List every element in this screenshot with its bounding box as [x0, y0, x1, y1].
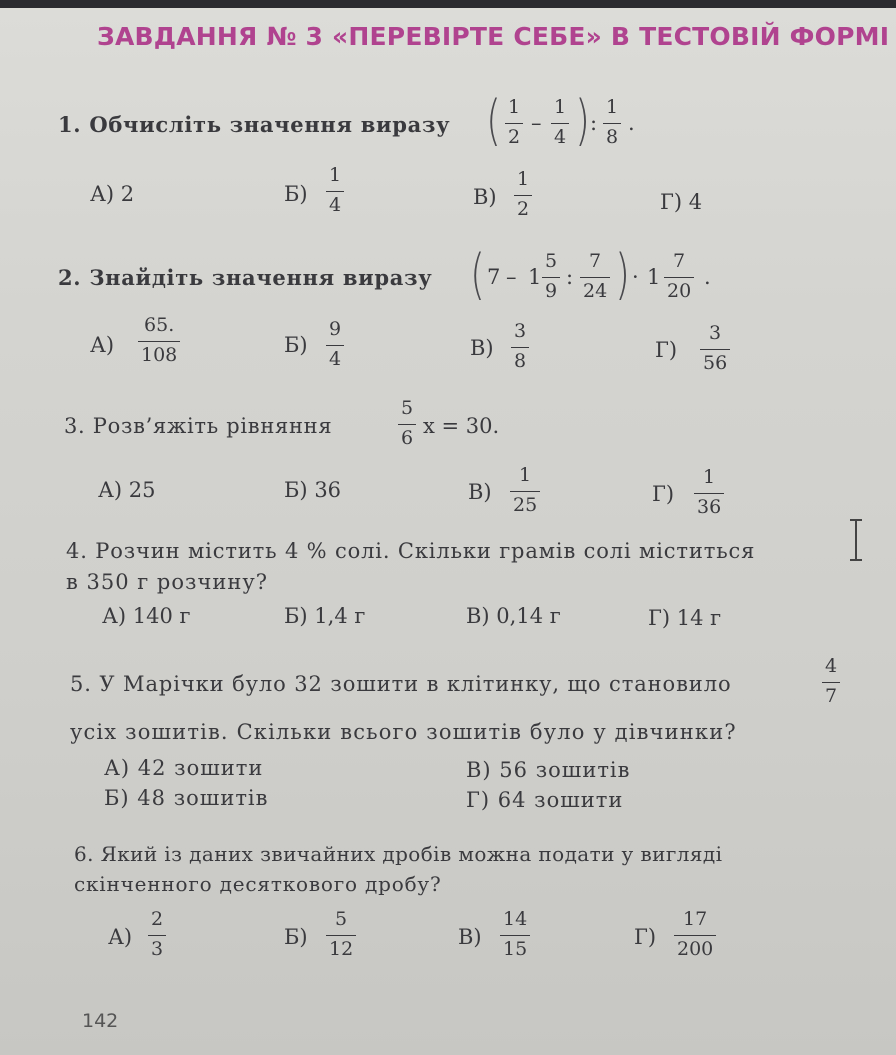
q4-option-b[interactable]: Б) 1,4 г: [284, 604, 366, 628]
q2-fraction-1: 5 9: [542, 252, 560, 302]
q2-whole-2: 1: [647, 265, 661, 289]
q2-option-d-label[interactable]: Г): [655, 338, 678, 362]
q1-minus: –: [531, 111, 542, 135]
question-6-line-1: 6. Який із даних звичайних дробів можна подати у вигляді: [74, 842, 723, 866]
q2-option-b-label[interactable]: Б): [284, 333, 308, 357]
q5-option-c[interactable]: В) 56 зошитів: [466, 758, 631, 782]
q6-option-a-fraction: 2 3: [148, 910, 166, 960]
q1-option-c-label[interactable]: В): [473, 185, 497, 209]
q2-option-c-fraction: 3 8: [511, 322, 529, 372]
q2-option-d-fraction: 3 56: [700, 324, 730, 374]
q2-colon: :: [566, 265, 574, 289]
q4-option-a[interactable]: А) 140 г: [102, 604, 191, 628]
q1-option-a[interactable]: А) 2: [90, 182, 135, 206]
page-number: 142: [82, 1010, 119, 1032]
q2-period: .: [704, 265, 711, 289]
q1-period: .: [628, 111, 635, 135]
paren-close: ): [575, 89, 590, 152]
q2-minus: –: [506, 265, 517, 289]
q6-option-a-label[interactable]: А): [108, 925, 133, 949]
text-cursor-icon: [855, 519, 857, 561]
q3-equation-rest: x = 30.: [423, 414, 500, 438]
q3-option-d-fraction: 1 36: [694, 468, 724, 518]
q6-option-c-label[interactable]: В): [458, 925, 482, 949]
q3-option-c-fraction: 1 25: [510, 466, 540, 516]
q1-option-b-label[interactable]: Б): [284, 182, 308, 206]
q1-option-c-fraction: 1 2: [514, 170, 532, 220]
question-4-line-2: в 350 г розчину?: [66, 570, 268, 594]
q2-fraction-2: 7 24: [580, 252, 610, 302]
q1-fraction-c: 1 8: [603, 98, 621, 148]
q2-option-a-label[interactable]: А): [90, 333, 115, 357]
paren-open: (: [486, 89, 501, 152]
q4-option-c[interactable]: В) 0,14 г: [466, 604, 561, 628]
q2-seven: 7: [487, 265, 501, 289]
q3-option-a[interactable]: А) 25: [98, 478, 156, 502]
q6-option-d-label[interactable]: Г): [634, 925, 657, 949]
q2-option-a-fraction: 65. 108: [138, 316, 180, 366]
question-5-line-1: 5. У Марічки було 32 зошити в клітинку, що становило: [70, 672, 732, 696]
q1-option-d[interactable]: Г) 4: [660, 190, 703, 214]
question-6-line-2: скінченного десяткового дробу?: [74, 872, 442, 896]
q6-option-b-label[interactable]: Б): [284, 925, 308, 949]
q4-option-d[interactable]: Г) 14 г: [648, 606, 722, 630]
q5-fraction: 4 7: [822, 657, 840, 707]
q1-option-b-fraction: 1 4: [326, 166, 344, 216]
paren-close: ): [615, 243, 630, 306]
question-4-line-1: 4. Розчин містить 4 % солі. Скільки грамів солі міститься: [66, 539, 756, 563]
q6-option-d-fraction: 17 200: [674, 910, 716, 960]
q3-option-b[interactable]: Б) 36: [284, 478, 342, 502]
page-title: ЗАВДАННЯ № 3 «ПЕРЕВІРТЕ СЕБЕ» В ТЕСТОВІЙ ФОРМІ: [97, 22, 890, 51]
q1-fraction-a: 1 2: [505, 98, 523, 148]
q2-dot: ·: [632, 265, 639, 289]
q3-option-c-label[interactable]: В): [468, 480, 492, 504]
q3-fraction: 5 6: [398, 399, 416, 449]
question-1-text: 1. Обчисліть значення виразу: [58, 112, 451, 137]
q5-option-d[interactable]: Г) 64 зошити: [466, 788, 624, 812]
q6-option-c-fraction: 14 15: [500, 910, 530, 960]
q2-fraction-3: 7 20: [664, 252, 694, 302]
question-2-text: 2. Знайдіть значення виразу: [58, 265, 433, 290]
q2-option-b-fraction: 9 4: [326, 320, 344, 370]
top-edge: [0, 0, 896, 8]
q2-whole-1: 1: [528, 265, 542, 289]
question-5-line-2: усіх зошитів. Скільки всього зошитів було у дівчинки?: [70, 720, 737, 744]
q1-fraction-b: 1 4: [551, 98, 569, 148]
q5-option-a[interactable]: А) 42 зошити: [104, 756, 264, 780]
q3-option-d-label[interactable]: Г): [652, 482, 675, 506]
q5-option-b[interactable]: Б) 48 зошитів: [104, 786, 269, 810]
paren-open: (: [470, 243, 485, 306]
question-3-text: 3. Розв’яжіть рівняння: [64, 414, 333, 438]
q6-option-b-fraction: 5 12: [326, 910, 356, 960]
q1-colon: :: [590, 111, 598, 135]
q2-option-c-label[interactable]: В): [470, 336, 494, 360]
